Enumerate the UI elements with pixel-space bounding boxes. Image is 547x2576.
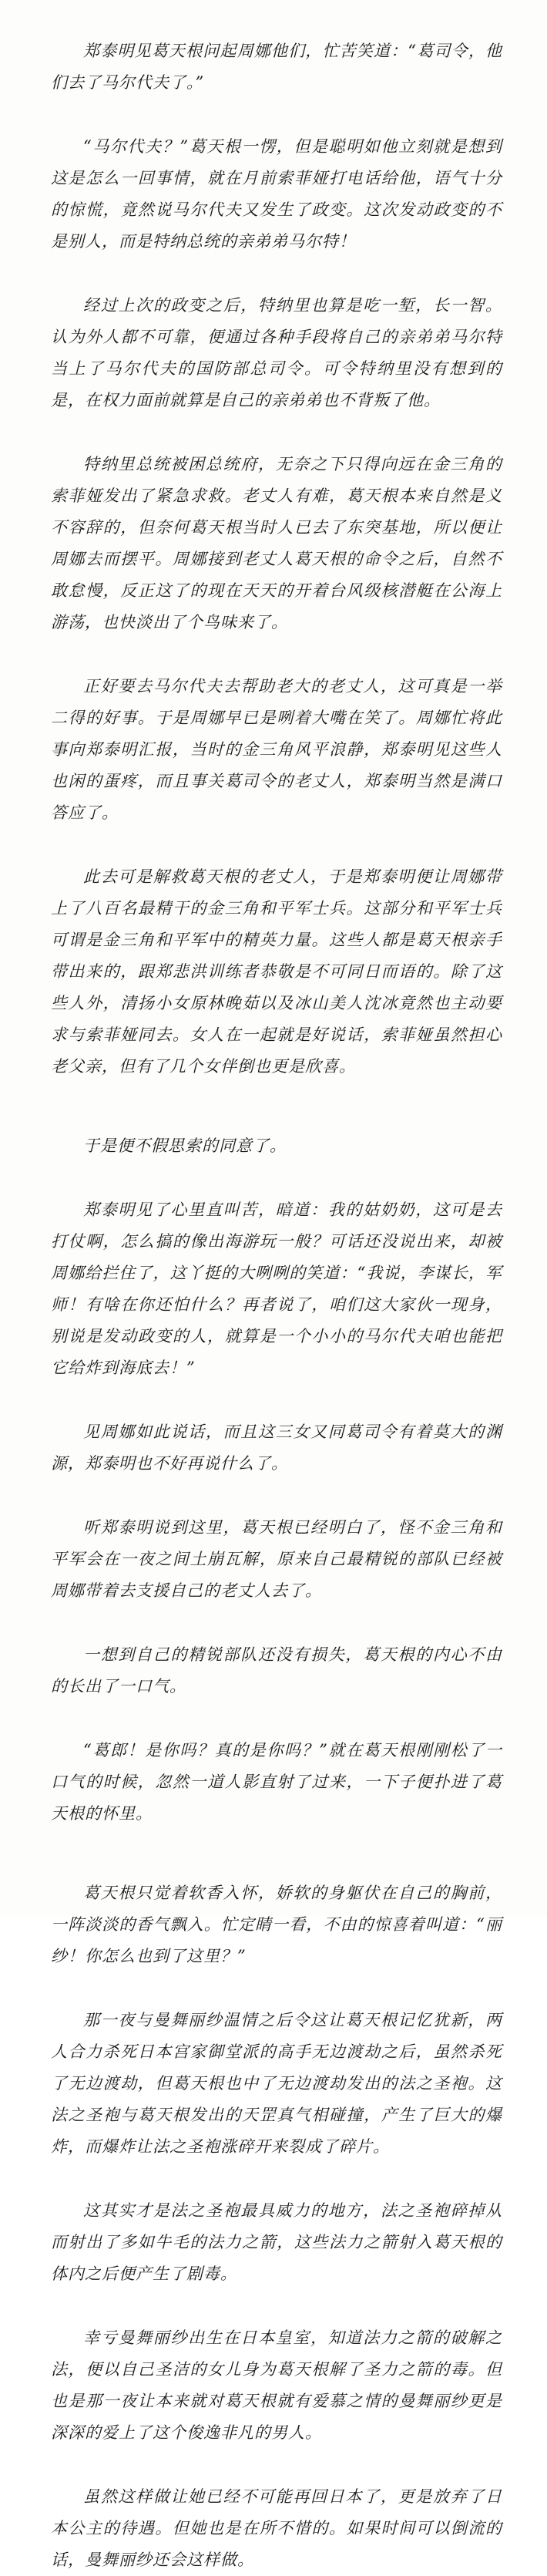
paragraph: 于是便不假思索的同意了。 (83, 1136, 287, 1155)
paragraph: 郑泰明见葛天根问起周娜他们，忙苦笑道：“葛司令，他们去了马尔代夫了。” (51, 42, 502, 92)
paragraph: 葛天根只觉着软香入怀，娇软的身躯伏在自己的胸前，一阵淡淡的香气飘入。忙定睛一看，不由的惊喜着叫道：“丽纱！你怎么也到了这里？” (51, 1884, 502, 1965)
paragraph: 那一夜与曼舞丽纱温情之后令这让葛天根记忆犹新，两人合力杀死日本宫家御堂派的高手无边渡劫之后，虽然杀死了无边渡劫，但葛天根也中了无边渡劫发出的法之圣袍。这法之圣袍与葛天根发出的天罡真气相碰撞，产生了巨大的爆炸，而爆炸让法之圣袍涨碎开来裂成了碎片。 (51, 2011, 502, 2156)
paragraph: 特纳里总统被困总统府，无奈之下只得向远在金三角的索菲娅发出了紧急求救。老丈人有难，葛天根本来自然是义不容辞的，但奈何葛天根当时人已去了东突基地，所以便让周娜去而摆平。周娜接到老丈人葛天根的命令之后，自然不敢怠慢，反正这了的现在天天的开着台风级核潜艇在公海上游荡，也快淡出了个鸟味来了。 (51, 455, 502, 631)
paragraph: 经过上次的政变之后，特纳里也算是吃一堑，长一智。认为外人都不可靠，便通过各种手段将自己的亲弟弟马尔特当上了马尔代夫的国防部总司令。可令特纳里没有想到的是，在权力面前就算是自己的亲弟弟也不背叛了他。 (51, 296, 502, 409)
paragraph: 一想到自己的精锐部队还没有损失，葛天根的内心不由的长出了一口气。 (51, 1645, 502, 1695)
paragraph: “马尔代夫？”葛天根一愣，但是聪明如他立刻就是想到这是怎么一回事情，就在月前索菲娅打电话给他，语气十分的惊慌，竟然说马尔代夫又发生了政变。这次发动政变的不是别人，而是特纳总统的亲弟弟马尔特！ (51, 137, 502, 251)
paragraph: 听郑泰明说到这里，葛天根已经明白了，怪不金三角和平军会在一夜之间土崩瓦解，原来自己最精锐的部队已经被周娜带着去支援自己的老丈人去了。 (51, 1518, 502, 1600)
paragraph: 此去可是解救葛天根的老丈人，于是郑泰明便让周娜带上了八百名最精干的金三角和平军士兵。这部分和平军士兵可谓是金三角和平军中的精英力量。这些人都是葛天根亲手带出来的，跟郑悲洪训练者恭敬是不可同日而语的。除了这些人外，清扬小女原林晚茹以及冰山美人沈冰竟然也主动要求与索菲娅同去。女人在一起就是好说话，索菲娅虽然担心老父亲，但有了几个女伴倒也更是欣喜。 (51, 867, 502, 1076)
paragraph: 正好要去马尔代夫去帮助老大的老丈人，这可真是一举二得的好事。于是周娜早已是咧着大嘴在笑了。周娜忙将此事向郑泰明汇报，当时的金三角风平浪静，郑泰明见这些人也闲的蛋疼，而且事关葛司令的老丈人，郑泰明当然是满口答应了。 (51, 677, 502, 822)
paragraph: 虽然这样做让她已经不可能再回日本了，更是放弃了日本公主的待遇。但她也是在所不惜的。如果时间可以倒流的话，曼舞丽纱还会这样做。 (51, 2487, 502, 2569)
paragraph: 幸亏曼舞丽纱出生在日本皇室，知道法力之箭的破解之法，便以自己圣洁的女儿身为葛天根解了圣力之箭的毒。但也是那一夜让本来就对葛天根就有爱慕之情的曼舞丽纱更是深深的爱上了这个俊逸非凡的男人。 (51, 2329, 502, 2442)
paragraph: 见周娜如此说话，而且这三女又同葛司令有着莫大的渊源，郑泰明也不好再说什么了。 (51, 1423, 502, 1473)
paragraph: “葛郎！是你吗？真的是你吗？”就在葛天根刚刚松了一口气的时候，忽然一道人影直射了过来，一下子便扑进了葛天根的怀里。 (51, 1741, 502, 1823)
paragraph: 郑泰明见了心里直叫苦，暗道：我的姑奶奶，这可是去打仗啊，怎么搞的像出海游玩一般？可话还没说出来，却被周娜给拦住了，这丫挺的大咧咧的笑道：“我说，李谋长，军师！有啥在你还怕什么？再者说了，咱们这大家伙一现身，别说是发动政变的人，就算是一个小小的马尔代夫咱也能把它给炸到海底去！” (51, 1200, 502, 1377)
paragraph: 这其实才是法之圣袍最具威力的地方，法之圣袍碎掉从而射出了多如牛毛的法力之箭，这些法力之箭射入葛天根的体内之后便产生了剧毒。 (51, 2201, 502, 2283)
